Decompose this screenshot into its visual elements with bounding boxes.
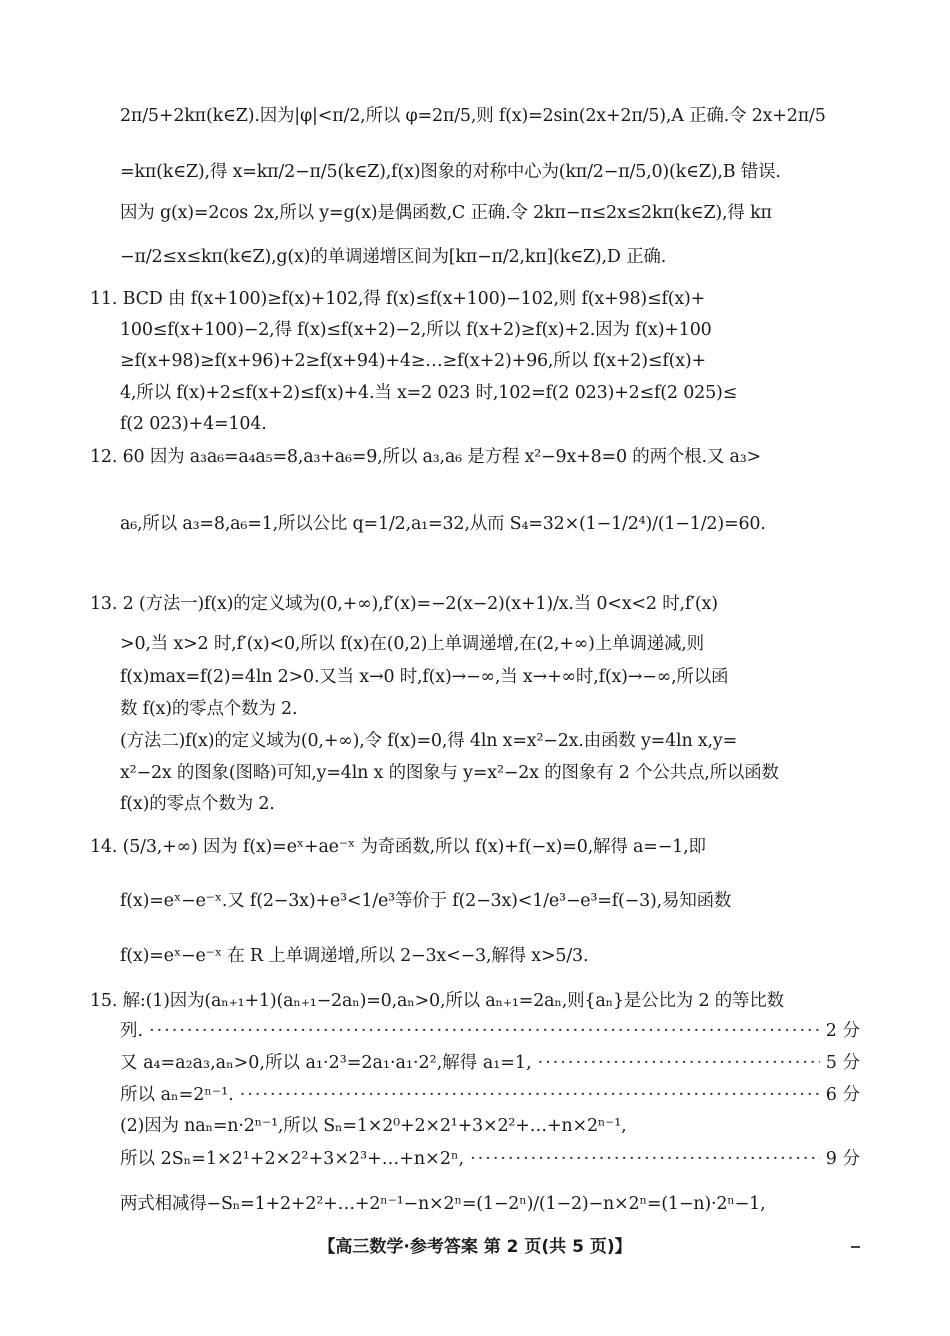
text-line: >0,当 x>2 时,f′(x)<0,所以 f(x)在(0,2)上单调递增,在(2,+∞)上单调递减,则 — [120, 634, 704, 654]
text-line: x²−2x 的图象(图略)可知,y=4ln x 的图象与 y=x²−2x 的图象有 2 个公共点,所以函数 — [120, 763, 779, 783]
text-line: f(x)的零点个数为 2. — [120, 794, 275, 814]
text-line: 12. 60 因为 a₃a₆=a₄a₅=8,a₃+a₆=9,所以 a₃,a₆ 是方程 x²−9x+8=0 的两个根.又 a₃> — [90, 447, 762, 467]
text-line: f(2 023)+4=104. — [120, 414, 267, 434]
text-line: 两式相减得−Sₙ=1+2+2²+…+2ⁿ⁻¹−n×2ⁿ=(1−2ⁿ)/(1−2)−n×2ⁿ=(1−n)·2ⁿ−1, — [120, 1194, 766, 1214]
text-line: f(x)=eˣ−e⁻ˣ.又 f(2−3x)+e³<1/e³等价于 f(2−3x)<1/e³−e³=f(−3),易知函数 — [120, 891, 732, 911]
dot-leader — [240, 1081, 820, 1109]
score-row — [120, 1049, 860, 1077]
score-points: 2 分 — [825, 1021, 860, 1041]
text-line: 13. 2 (方法一)f(x)的定义域为(0,+∞),f′(x)=−2(x−2)(x+1)/x.当 0<x<2 时,f′(x) — [90, 594, 718, 614]
text-line: 4,所以 f(x)+2≤f(x+2)≤f(x)+4.当 x=2 023 时,102=f(2 023)+2≤f(2 025)≤ — [120, 383, 738, 403]
score-points: 9 分 — [825, 1149, 860, 1169]
text-line: ≥f(x+98)≥f(x+96)+2≥f(x+94)+4≥…≥f(x+2)+96,所以 f(x+2)≤f(x)+ — [120, 351, 706, 371]
text-line: 2π/5+2kπ(k∈Z).因为|φ|<π/2,所以 φ=2π/5,则 f(x)=2sin(2x+2π/5),A 正确.令 2x+2π/5 — [120, 106, 826, 126]
text-line: (方法二)f(x)的定义域为(0,+∞),令 f(x)=0,得 4ln x=x²−2x.由函数 y=4ln x,y= — [120, 731, 738, 751]
score-points: 5 分 — [825, 1053, 860, 1073]
text-line: =kπ(k∈Z),得 x=kπ/2−π/5(k∈Z),f(x)图象的对称中心为(kπ/2−π/5,0)(k∈Z),B 错误. — [120, 162, 781, 182]
score-row — [120, 1145, 860, 1173]
text-line: f(x)=eˣ−e⁻ˣ 在 R 上单调递增,所以 2−3x<−3,解得 x>5/3. — [120, 946, 589, 966]
score-points: 6 分 — [825, 1085, 860, 1105]
text-line: −π/2≤x≤kπ(k∈Z),g(x)的单调递增区间为[kπ−π/2,kπ](k∈Z),D 正确. — [120, 247, 667, 267]
text-line: f(x)max=f(2)=4ln 2>0.又当 x→0 时,f(x)→−∞,当 x→+∞时,f(x)→−∞,所以函 — [120, 667, 729, 687]
text-line: 因为 g(x)=2cos 2x,所以 y=g(x)是偶函数,C 正确.令 2kπ−π≤2x≤2kπ(k∈Z),得 kπ — [120, 203, 772, 223]
corner-mark — [851, 1246, 860, 1248]
score-row-text: 所以 aₙ=2ⁿ⁻¹. — [120, 1085, 234, 1105]
text-line: 15. 解:(1)因为(aₙ₊₁+1)(aₙ₊₁−2aₙ)=0,aₙ>0,所以 aₙ₊₁=2aₙ,则{aₙ}是公比为 2 的等比数 — [90, 991, 784, 1011]
text-line: (2)因为 naₙ=n·2ⁿ⁻¹,所以 Sₙ=1×2⁰+2×2¹+3×2²+…+n×2ⁿ⁻¹, — [120, 1116, 627, 1136]
score-row-text: 列. — [120, 1021, 144, 1041]
score-row — [120, 1081, 860, 1109]
text-line: 14. (5/3,+∞) 因为 f(x)=eˣ+ae⁻ˣ 为奇函数,所以 f(x)+f(−x)=0,解得 a=−1,即 — [90, 837, 706, 857]
score-row-text: 所以 2Sₙ=1×2¹+2×2²+3×2³+…+n×2ⁿ, — [120, 1149, 465, 1169]
text-line: 11. BCD 由 f(x+100)≥f(x)+102,得 f(x)≤f(x+100)−102,则 f(x+98)≤f(x)+ — [90, 289, 706, 309]
dot-leader — [470, 1145, 820, 1173]
score-row — [120, 1017, 860, 1045]
dot-leader — [149, 1017, 820, 1045]
page-footer: 【高三数学·参考答案 第 2 页(共 5 页)】 — [318, 1237, 632, 1257]
dot-leader — [538, 1049, 820, 1077]
text-line: a₆,所以 a₃=8,a₆=1,所以公比 q=1/2,a₁=32,从而 S₄=32×(1−1/2⁴)/(1−1/2)=60. — [120, 514, 766, 534]
score-row-text: 又 a₄=a₂a₃,aₙ>0,所以 a₁·2³=2a₁·a₁·2²,解得 a₁=1, — [120, 1053, 532, 1073]
text-line: 100≤f(x+100)−2,得 f(x)≤f(x+2)−2,所以 f(x+2)≥f(x)+2.因为 f(x)+100 — [120, 320, 712, 340]
text-line: 数 f(x)的零点个数为 2. — [120, 699, 298, 719]
